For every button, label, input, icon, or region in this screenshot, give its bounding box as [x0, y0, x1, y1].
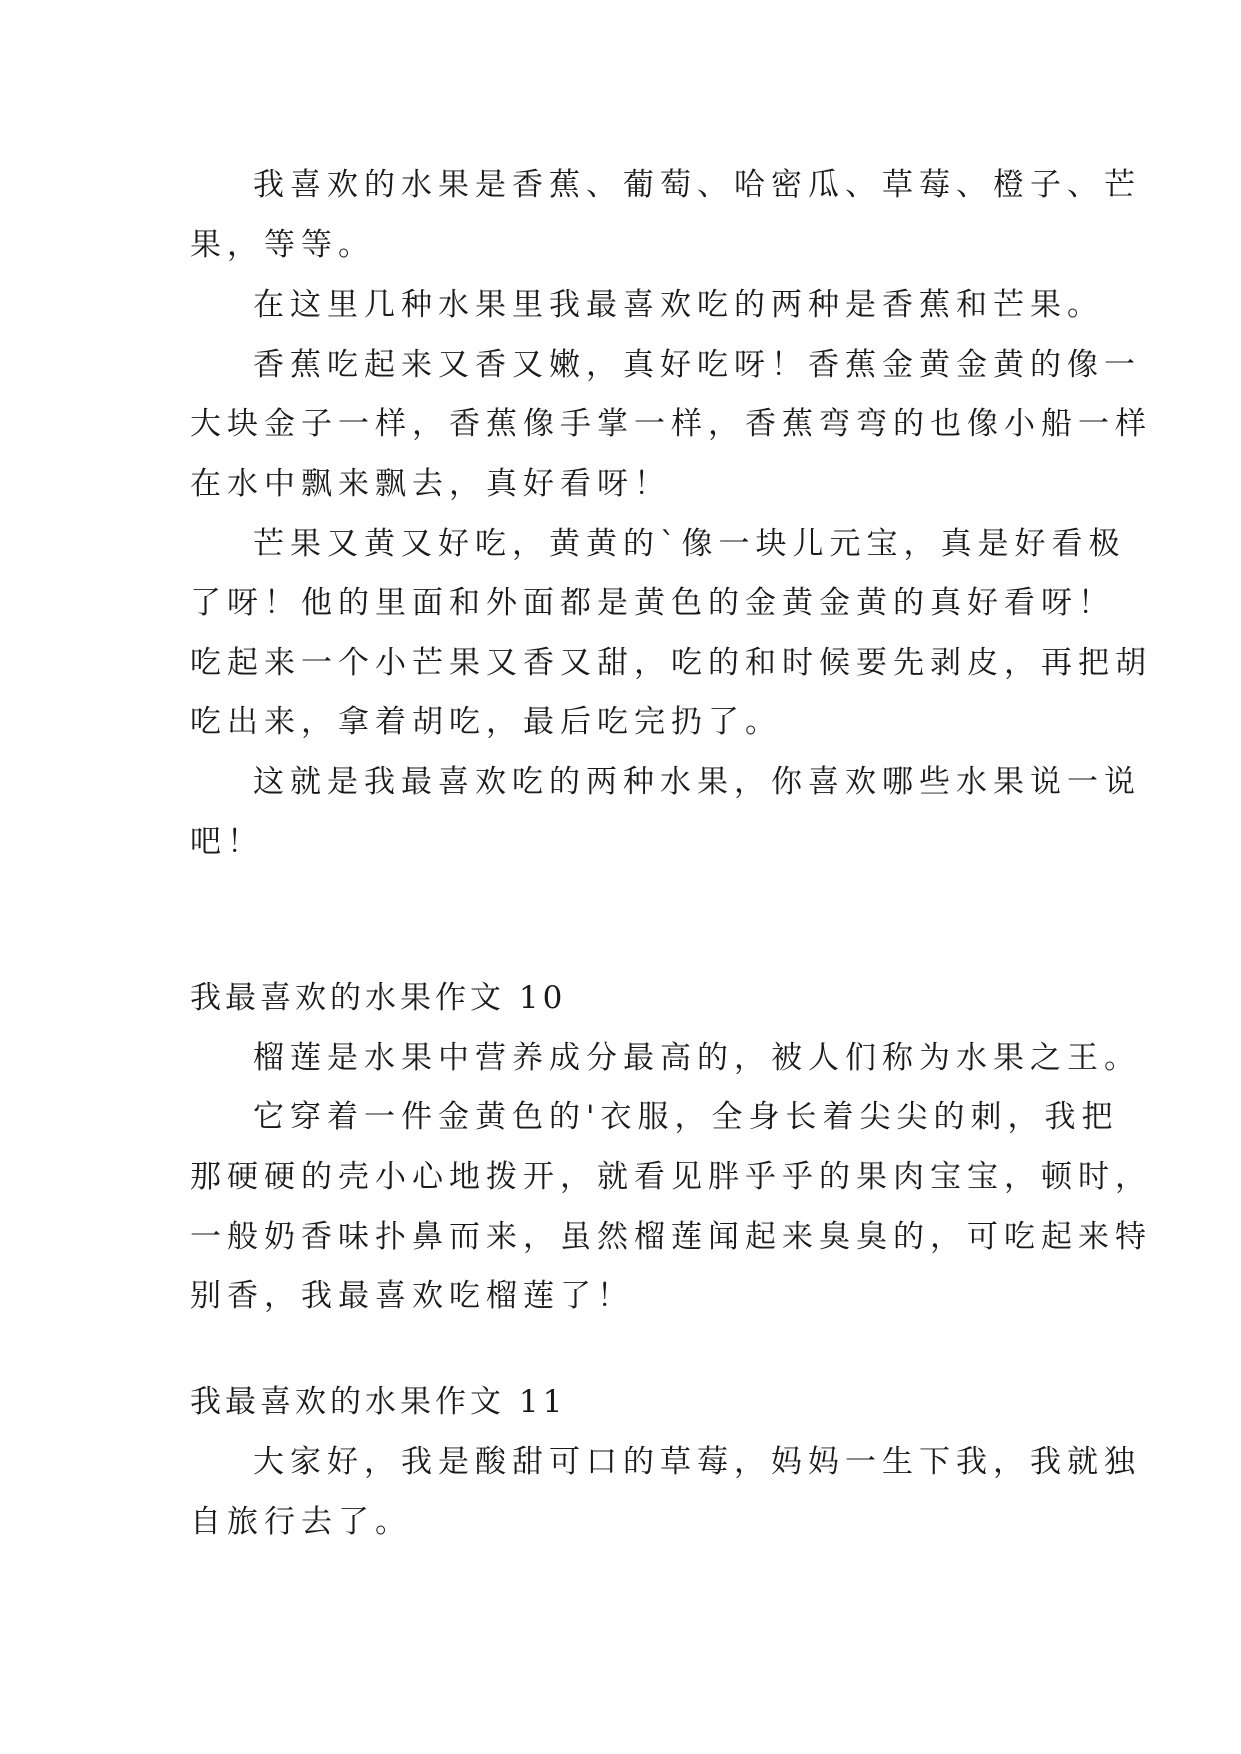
paragraph-line: 香蕉吃起来又香又嫩，真好吃呀！香蕉金黄金黄的像一 — [253, 347, 1141, 383]
paragraph-line: 它穿着一件金黄色的'衣服，全身长着尖尖的刺，我把 — [253, 1099, 1119, 1135]
paragraph-line: 大块金子一样，香蕉像手掌一样，香蕉弯弯的也像小船一样 — [190, 406, 1152, 442]
paragraph-line: 吧！ — [190, 824, 264, 860]
paragraph-line: 在水中飘来飘去，真好看呀！ — [190, 466, 671, 502]
paragraph-line: 吃出来，拿着胡吃，最后吃完扔了。 — [190, 704, 782, 740]
paragraph-line: 芒果又黄又好吃，黄黄的`像一块儿元宝，真是好看极 — [253, 526, 1126, 562]
paragraph-line: 一般奶香味扑鼻而来，虽然榴莲闻起来臭臭的，可吃起来特 — [190, 1219, 1152, 1255]
paragraph-line: 吃起来一个小芒果又香又甜，吃的和时候要先剥皮，再把胡 — [190, 645, 1152, 681]
paragraph-line: 这就是我最喜欢吃的两种水果，你喜欢哪些水果说一说 — [253, 764, 1141, 800]
paragraph-line: 果，等等。 — [190, 227, 375, 263]
paragraph-line: 在这里几种水果里我最喜欢吃的两种是香蕉和芒果。 — [253, 287, 1104, 323]
paragraph-line: 了呀！他的里面和外面都是黄色的金黄金黄的真好看呀！ — [190, 585, 1115, 621]
paragraph-line: 大家好，我是酸甜可口的草莓，妈妈一生下我，我就独 — [253, 1444, 1141, 1480]
paragraph-line: 我喜欢的水果是香蕉、葡萄、哈密瓜、草莓、橙子、芒 — [253, 167, 1141, 203]
paragraph-line: 自旅行去了。 — [190, 1504, 412, 1540]
paragraph-line: 那硬硬的壳小心地拨开，就看见胖乎乎的果肉宝宝，顿时， — [190, 1159, 1152, 1195]
article-heading: 我最喜欢的水果作文 11 — [190, 1384, 567, 1420]
paragraph-line: 榴莲是水果中营养成分最高的，被人们称为水果之王。 — [253, 1040, 1141, 1076]
paragraph-line: 别香，我最喜欢吃榴莲了！ — [190, 1278, 634, 1314]
article-heading: 我最喜欢的水果作文 10 — [190, 980, 567, 1016]
